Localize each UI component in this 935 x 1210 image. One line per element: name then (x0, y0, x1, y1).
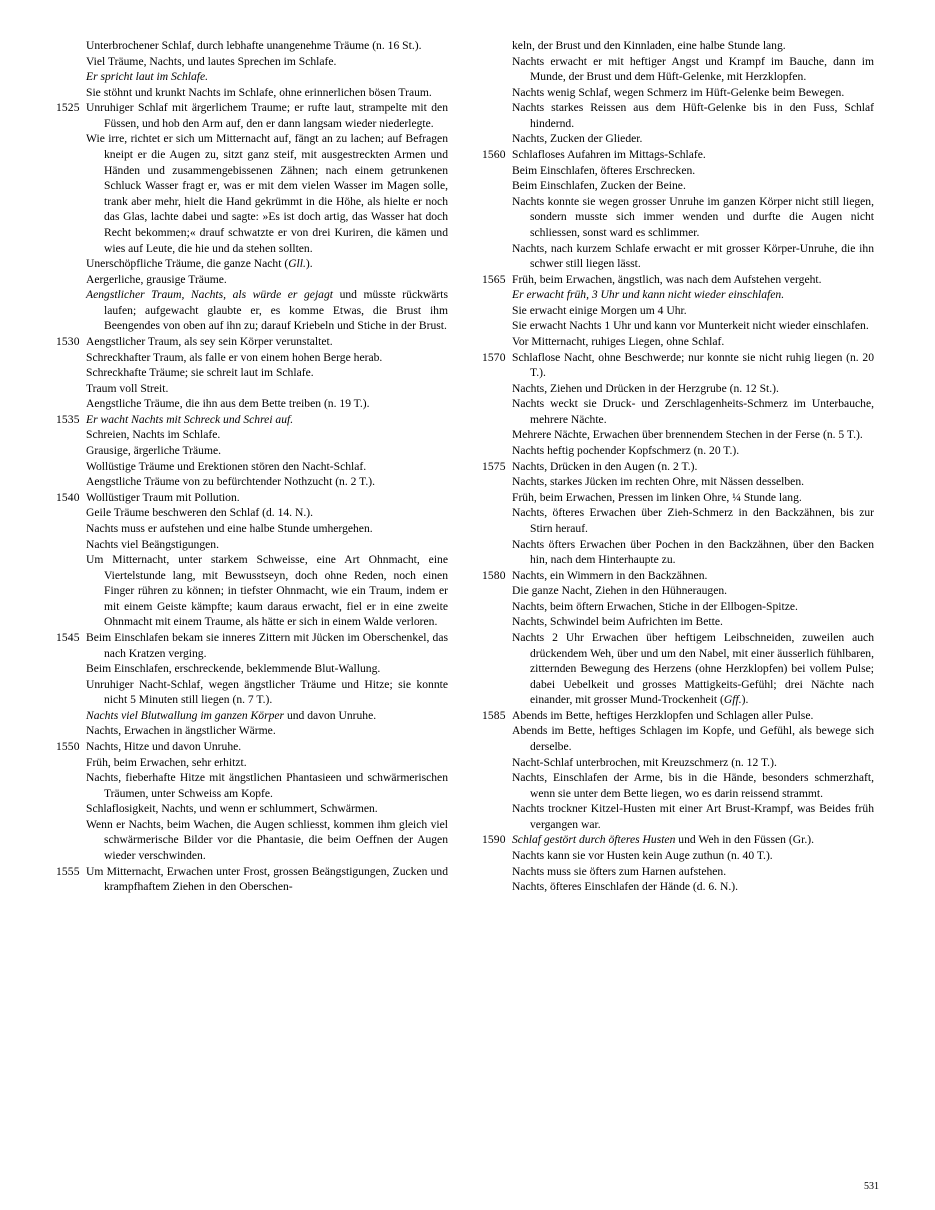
entry-text: Beim Einschlafen, Zucken der Beine. (512, 179, 686, 193)
entry-number: 1585 (482, 708, 506, 722)
entry-text: Nachts kann sie vor Husten kein Auge zuthun (n. 40 T.). (512, 849, 773, 863)
entry-number: 1540 (56, 490, 80, 504)
entry-text: Schlafloses Aufahren im Mittags-Schlafe. (512, 148, 706, 162)
entry-text: Abends im Bette, heftiges Schlagen im Kopfe, und Gefühl, als bewege sich derselbe. (512, 724, 874, 754)
numbered-symptom-entry (56, 630, 448, 661)
entry-number: 1575 (482, 459, 506, 473)
entry-text: Nachts heftig pochender Kopfschmerz (n. 20 T.). (512, 444, 740, 458)
symptom-entry (56, 85, 448, 101)
entry-text: Schlaf gestört durch öfteres Husten und Weh in den Füssen (Gr.). (512, 833, 814, 847)
numbered-symptom-entry (482, 708, 874, 724)
numbered-symptom-entry (482, 568, 874, 584)
two-column-body (56, 38, 879, 1158)
symptom-entry (56, 381, 448, 397)
entry-text: Er wacht Nachts mit Schreck und Schrei auf. (86, 412, 294, 426)
symptom-entry (56, 770, 448, 801)
entry-text: Unruhiger Nacht-Schlaf, wegen ängstlicher Träume und Hitze; sie konnte nicht 5 Minuten still liegen (n. 7 T.). (86, 677, 448, 707)
symptom-entry (482, 723, 874, 754)
entry-text: Nachts wenig Schlaf, wegen Schmerz im Hüft-Gelenke beim Bewegen. (512, 85, 845, 99)
symptom-entry (56, 365, 448, 381)
entry-text: Sie erwacht einige Morgen um 4 Uhr. (512, 303, 687, 317)
entry-text: Schreckhafter Traum, als falle er von einem hohen Berge herab. (86, 350, 383, 364)
entry-number: 1580 (482, 568, 506, 582)
numbered-symptom-entry (482, 147, 874, 163)
symptom-entry (482, 864, 874, 880)
symptom-entry (482, 303, 874, 319)
entry-text: Nachts, öfteres Erwachen über Zieh-Schmerz in den Backzähnen, bis zur Stirn herauf. (512, 506, 874, 535)
entry-text: Aengstliche Träume von zu befürchtender Nothzucht (n. 2 T.). (86, 475, 376, 489)
entry-text: Nachts, beim öftern Erwachen, Stiche in der Ellbogen-Spitze. (512, 599, 798, 613)
symptom-entry (56, 801, 448, 817)
entry-number: 1550 (56, 740, 80, 754)
entry-text: Viel Träume, Nachts, und lautes Sprechen im Schlafe. (86, 54, 337, 68)
entry-text: Nachts, Ziehen und Drücken in der Herzgrube (n. 12 St.). (512, 381, 779, 395)
symptom-entry (56, 459, 448, 475)
entry-text: Nachts, Hitze und davon Unruhe. (86, 740, 242, 754)
symptom-entry (56, 256, 448, 272)
entry-text: Nachts, ein Wimmern in den Backzähnen. (512, 568, 708, 582)
entry-text: Nachts öfters Erwachen über Pochen in den Backzähnen, über den Backen hin, nach dem Hinterhaupte zu. (512, 537, 874, 567)
entry-text: Beim Einschlafen, erschreckende, beklemmende Blut-Wallung. (86, 662, 381, 676)
entry-number: 1525 (56, 101, 80, 115)
entry-text: Um Mitternacht, Erwachen unter Frost, grossen Beängstigungen, Zucken und krampfhaftem Ziehen in den Oberschen- (86, 864, 448, 894)
entry-number: 1570 (482, 350, 506, 364)
symptom-entry (482, 614, 874, 630)
symptom-entry (482, 770, 874, 801)
symptom-entry (482, 334, 874, 350)
symptom-entry (482, 241, 874, 272)
entry-number: 1545 (56, 630, 80, 644)
symptom-entry (56, 350, 448, 366)
entry-text: Die ganze Nacht, Ziehen in den Hühneraugen. (512, 584, 728, 598)
symptom-entry (482, 287, 874, 303)
symptom-entry (482, 599, 874, 615)
entry-text: Nachts muss sie öfters zum Harnen aufstehen. (512, 864, 727, 878)
entry-text: Nachts, öfteres Einschlafen der Hände (d. 6. N.). (512, 880, 738, 894)
entry-text: Schlaflose Nacht, ohne Beschwerde; nur konnte sie nicht ruhig liegen (n. 20 T.). (512, 350, 874, 380)
symptom-entry (56, 38, 448, 54)
entry-text: Vor Mitternacht, ruhiges Liegen, ohne Schlaf. (512, 334, 725, 348)
entry-text: Nacht-Schlaf unterbrochen, mit Kreuzschmerz (n. 12 T.). (512, 755, 777, 769)
entry-number: 1555 (56, 864, 80, 878)
entry-text: Nachts muss er aufstehen und eine halbe Stunde umhergehen. (86, 521, 373, 535)
entry-text: Sie erwacht Nachts 1 Uhr und kann vor Munterkeit nicht wieder einschlafen. (512, 319, 869, 333)
entry-text: Schlaflosigkeit, Nachts, und wenn er schlummert, Schwärmen. (86, 802, 378, 816)
numbered-symptom-entry (56, 490, 448, 506)
entry-text: Nachts erwacht er mit heftiger Angst und Krampf im Bauche, dann im Munde, der Brust und dem Hüft-Gelenke, mit Herzklopfen. (512, 54, 874, 84)
entry-text: Schreckhafte Träume; sie schreit laut im Schlafe. (86, 366, 314, 380)
symptom-entry (482, 38, 874, 54)
symptom-entry (56, 396, 448, 412)
symptom-entry (56, 505, 448, 521)
symptom-entry (56, 521, 448, 537)
column-left (56, 38, 448, 1158)
symptom-entry (56, 661, 448, 677)
entry-text: Früh, beim Erwachen, Pressen im linken Ohre, ¼ Stunde lang. (512, 490, 802, 504)
entry-text: Nachts, starkes Jücken im rechten Ohre, mit Nässen desselben. (512, 475, 805, 489)
symptom-entry (482, 630, 874, 708)
numbered-symptom-entry (56, 100, 448, 131)
symptom-entry (56, 69, 448, 85)
entry-text: Nachts, Zucken der Glieder. (512, 132, 643, 146)
numbered-symptom-entry (56, 739, 448, 755)
entry-text: Aengstlicher Traum, als sey sein Körper verunstaltet. (86, 334, 333, 348)
entry-text: Nachts trockner Kitzel-Husten mit einer Art Brust-Krampf, was Beides früh vergangen war. (512, 802, 874, 831)
entry-text: Wie irre, richtet er sich um Mitternacht auf, fängt an zu lachen; auf Befragen kneipt er die Augen zu, sitzt ganz steif, mit ausgestreckten Armen und Händen und zusammengebissenen Zähnen; nach einem getrunkenen Schluck Wasser fragt er, was er mit dem vielen Wasser im Magen solle, trank aber mehr, hielt die Hand gekrümmt in die Höhe, als hielte er noch das Glas, lachte dabei und sagte: »Es ist doch artig, das Wasser hat doch Recht bekommen;« drauf schwatzte er von drei Kuriren, die kämen und wies auf Leute, die hie und da stehen sollten. (86, 132, 448, 255)
entry-text: keln, der Brust und den Kinnladen, eine halbe Stunde lang. (512, 39, 786, 52)
entry-text: Nachts, nach kurzem Schlafe erwacht er mit grosser Körper-Unruhe, die ihn schwer still liegen lässt. (512, 241, 874, 271)
entry-text: Wenn er Nachts, beim Wachen, die Augen schliesst, kommen ihm gleich viel schwärmerische Bilder vor die Phantasie, die beim Oeffnen der Augen wieder verschwinden. (86, 817, 448, 863)
symptom-entry (482, 474, 874, 490)
entry-text: Wollüstiger Traum mit Pollution. (86, 490, 240, 504)
entry-text: Aengstliche Träume, die ihn aus dem Bette treiben (n. 19 T.). (86, 397, 370, 411)
entry-text: Nachts, Schwindel beim Aufrichten im Bette. (512, 615, 723, 629)
entry-number: 1560 (482, 148, 506, 162)
entry-text: Er spricht laut im Schlafe. (86, 70, 209, 84)
numbered-symptom-entry (56, 334, 448, 350)
symptom-entry (56, 677, 448, 708)
entry-text: Nachts, Drücken in den Augen (n. 2 T.). (512, 459, 698, 473)
entry-text: Sie stöhnt und krunkt Nachts im Schlafe, ohne erinnerlichen bösen Traum. (86, 85, 432, 99)
symptom-entry (482, 801, 874, 832)
symptom-entry (482, 163, 874, 179)
entry-text: Nachts viel Blutwallung im ganzen Körper und davon Unruhe. (86, 708, 377, 722)
entry-text: Schreien, Nachts im Schlafe. (86, 428, 221, 442)
page-number: 531 (864, 1181, 879, 1192)
symptom-entry (482, 318, 874, 334)
entry-text: Nachts 2 Uhr Erwachen über heftigem Leibschneiden, zuweilen auch drückendem Weh, über und um den Nabel, mit einer äusserlich fühlbaren, zitternden Bewegung des Herzens (ohne Herzklopfen) bei vollem Pulse; dabei Uebelkeit und grosses Mattigkeits-Gefühl; drei Nächte nach einander, mit grosser Mund-Trockenheit (Gff.). (512, 630, 874, 707)
numbered-symptom-entry (482, 350, 874, 381)
entry-text: Unterbrochener Schlaf, durch lebhafte unangenehme Träume (n. 16 St.). (86, 39, 422, 52)
symptom-entry (56, 427, 448, 443)
entry-text: Geile Träume beschweren den Schlaf (d. 14. N.). (86, 506, 313, 520)
entry-text: Aengstlicher Traum, Nachts, als würde er gejagt und müsste rückwärts laufen; aufgewacht glaubte er, es komme Etwas, die Brust ihm Beengendes von oben auf ihn zu; darauf Kriebeln und Stiche in der Brust. (86, 288, 448, 333)
symptom-entry (482, 490, 874, 506)
entry-text: Wollüstige Träume und Erektionen stören den Nacht-Schlaf. (86, 459, 367, 473)
entry-text: Mehrere Nächte, Erwachen über brennendem Stechen in der Ferse (n. 5 T.). (512, 428, 863, 442)
symptom-entry (56, 131, 448, 256)
entry-text: Abends im Bette, heftiges Herzklopfen und Schlagen aller Pulse. (512, 708, 814, 722)
entry-text: Um Mitternacht, unter starkem Schweisse, eine Art Ohnmacht, eine Viertelstunde lang, mit Bewusstseyn, doch ohne Reden, noch einen Finger rühren zu können; in tiefster Ohnmacht, wie ein Traum, indem er mit einem Geiste kämpfte; kaum daraus erwacht, fiel er in eine zweite Ohnmacht mit einem Traume, als hätte er sich in einem Walde verloren. (86, 553, 448, 629)
entry-text: Aergerliche, grausige Träume. (86, 272, 227, 286)
symptom-entry (482, 381, 874, 397)
entry-number: 1590 (482, 833, 506, 847)
symptom-entry (56, 443, 448, 459)
column-right (482, 38, 874, 1158)
symptom-entry (56, 755, 448, 771)
symptom-entry (482, 583, 874, 599)
entry-text: Traum voll Streit. (86, 381, 169, 395)
entry-number: 1535 (56, 412, 80, 426)
symptom-entry (482, 194, 874, 241)
symptom-entry (56, 537, 448, 553)
symptom-entry (482, 131, 874, 147)
symptom-entry (482, 178, 874, 194)
symptom-entry (482, 848, 874, 864)
numbered-symptom-entry (482, 272, 874, 288)
entry-text: Er erwacht früh, 3 Uhr und kann nicht wieder einschlafen. (512, 288, 785, 302)
entry-text: Nachts, fieberhafte Hitze mit ängstlichen Phantasieen und schwärmerischen Träumen, unter Schweiss am Kopfe. (86, 771, 448, 800)
entry-text: Früh, beim Erwachen, sehr erhitzt. (86, 755, 247, 769)
entry-text: Unruhiger Schlaf mit ärgerlichem Traume; er rufte laut, strampelte mit den Füssen, und hob den Arm auf, den er dann langsam wieder niederlegte. (86, 101, 448, 130)
entry-text: Grausige, ärgerliche Träume. (86, 444, 222, 458)
symptom-entry (482, 879, 874, 895)
numbered-symptom-entry (56, 864, 448, 895)
symptom-entry (482, 755, 874, 771)
entry-text: Früh, beim Erwachen, ängstlich, was nach dem Aufstehen vergeht. (512, 272, 822, 286)
entry-text: Nachts weckt sie Druck- und Zerschlagenheits-Schmerz im Unterbauche, mehrere Nächte. (512, 397, 874, 426)
symptom-entry (482, 85, 874, 101)
symptom-entry (56, 287, 448, 334)
symptom-entry (56, 552, 448, 630)
entry-number: 1530 (56, 334, 80, 348)
entry-text: Nachts konnte sie wegen grosser Unruhe im ganzen Körper nicht still liegen, sondern musste sich immer wenden und durfte die Augen nicht schliessen, sonst ward es schlimmer. (512, 194, 874, 239)
entry-text: Beim Einschlafen bekam sie inneres Zittern mit Jücken im Oberschenkel, das nach Kratzen verging. (86, 630, 448, 660)
symptom-entry (482, 54, 874, 85)
symptom-entry (56, 723, 448, 739)
symptom-entry (482, 537, 874, 568)
symptom-entry (56, 708, 448, 724)
symptom-entry (56, 474, 448, 490)
entry-text: Nachts viel Beängstigungen. (86, 537, 219, 551)
numbered-symptom-entry (56, 412, 448, 428)
numbered-symptom-entry (482, 459, 874, 475)
entry-text: Beim Einschlafen, öfteres Erschrecken. (512, 163, 696, 177)
symptom-entry (56, 54, 448, 70)
entry-text: Nachts, Erwachen in ängstlicher Wärme. (86, 724, 276, 738)
entry-number: 1565 (482, 272, 506, 286)
symptom-entry (482, 100, 874, 131)
entry-text: Unerschöpfliche Träume, die ganze Nacht (Gll.). (86, 257, 313, 271)
symptom-entry (56, 272, 448, 288)
entry-text: Nachts starkes Reissen aus dem Hüft-Gelenke bis in den Fuss, Schlaf hindernd. (512, 101, 874, 130)
symptom-entry (482, 505, 874, 536)
symptom-entry (482, 427, 874, 443)
symptom-entry (482, 443, 874, 459)
symptom-entry (482, 396, 874, 427)
symptom-entry (56, 817, 448, 864)
numbered-symptom-entry (482, 832, 874, 848)
entry-text: Nachts, Einschlafen der Arme, bis in die Hände, besonders schmerzhaft, wenn sie unter dem Bette liegen, wo es darin reissend strammt. (512, 771, 874, 800)
